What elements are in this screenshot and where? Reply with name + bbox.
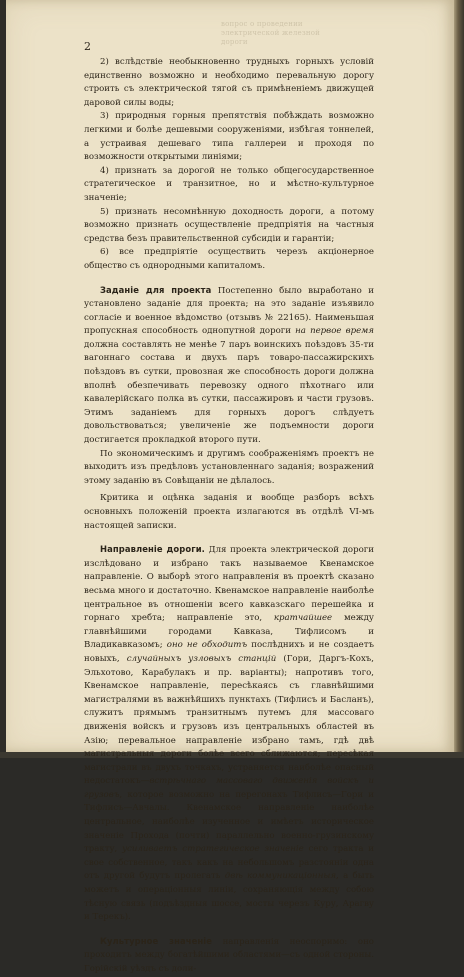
paragraph-10: [84, 935, 374, 977]
text-run: Для проекта электрической дороги изслѣдовано и избрано такъ называемое Квенамское направленіе. О выборѣ этого направленія въ проектѣ сказано весьма много и достаточно. Квенамское направленіе наиболѣе центральное въ отношеніи всего кавказскаго перешейка и горнаго хребта; направленіе это,: [84, 545, 374, 624]
paragraph-4: [84, 206, 374, 247]
bleed-through-text: вопрос о проведении электрической железной дороги: [221, 20, 321, 46]
page-number: 2: [84, 40, 91, 53]
text-run: 6) все предпріятіе осуществить черезъ акціонерное общество съ однородными капиталомъ.: [84, 247, 374, 271]
section-heading: Культурное значеніе: [100, 935, 212, 946]
text-run: должна составлять не менѣе 7 паръ воинскихъ поѣздовъ 35-ти вагоннаго состава и двухъ паръ товаро-пассажирскихъ поѣздовъ въ сутки, провозная же способность дороги должна вполнѣ обезпечивать перевозку одного пѣхотнаго или кавалерійскаго полка въ сутки, пассажировъ и части грузовъ. Этимъ заданіемъ для горныхъ дорогъ слѣдуетъ довольствоваться; увеличеніе же подъемности дороги достигается прокладкой второго пути.: [84, 339, 374, 446]
text-run: 4) признать за дорогой не только общегосударственное стратегическое и транзитное, но и мѣстно-культурное значеніе;: [84, 165, 374, 203]
text-run: сего тракта и свое собственное, такъ какъ на небольшомъ разстояніи одна отъ другой будутъ пролегать: [84, 844, 374, 882]
emphasis-text: усиливаетъ стратегическое значеніе: [122, 844, 304, 855]
emphasis-text: кратчайшее: [273, 613, 333, 624]
paragraph-7: [84, 448, 374, 489]
section-heading: Заданіе для проекта: [100, 284, 212, 295]
emphasis-text: встрѣчнаго массоваго движенія войскъ и грузовъ: [84, 776, 374, 800]
text-run: Постепенно было выработано и установлено заданіе для проекта; на это заданіе изъявило согласіе и военное вѣдомство (отзывъ № 22165). Наименьшая пропускная способность однопутной дороги: [84, 285, 374, 337]
emphasis-text: оно не обходитъ: [166, 640, 248, 651]
text-run: послѣднихъ и не создаетъ новыхъ,: [84, 640, 374, 664]
paragraph-8: [84, 492, 374, 533]
text-run: 5) признать несомнѣнную доходность дороги, а потому возможно признать осуществленіе предпріятія на частныя средства безъ правительственной субсидіи и гарантіи;: [84, 206, 374, 244]
paragraph-2: [84, 110, 374, 164]
text-run: (Гори, Даргъ-Кохъ, Эльхотово, Карабулакъ и пр. варіанты); напротивъ того, Квенамское направленіе, пересѣкаясь съ главнѣйшими магистралями въ важнѣйшихъ пунктахъ (Тифлисъ и Басланъ), служитъ прямымъ транзитнымъ путемъ для массоваго движенія войскъ и грузовъ изъ центральныхъ областей въ Азію; перевальное направленіе избрано тамъ, гдѣ двѣ магистральныя дороги болѣе всего сближаются; пересѣкая магистрали въ двухъ точкахъ, устраняется наиболѣе опасный недостатокъ—: [84, 653, 375, 787]
paragraph-1: [84, 56, 374, 110]
section-heading: Направленіе дороги.: [100, 544, 205, 555]
text-run: между главнѣйшими городами Кавказа, Тифлисомъ и Владикавказомъ;: [84, 613, 374, 651]
paragraph-6: [84, 284, 374, 448]
text-run: 3) природныя горныя препятствія побѣждать возможно легкими и болѣе дешевыми сооруженіями, избѣгая тоннелей, а устраивая дешеваго типа галлереи и проходя по возможности открытыми линіями;: [84, 111, 374, 163]
paragraph-9: [84, 543, 374, 925]
text-run: направленія неоспоримо: оно проходитъ между богатѣйшими областями—съ одной стороны. Горійскій уѣздъ съ доли-: [84, 936, 374, 974]
emphasis-text: случайныхъ узловыхъ станцій: [126, 653, 277, 664]
text-run: По экономическимъ и другимъ соображеніямъ проектъ не выходитъ изъ предѣловъ установленнаго заданія; возражений этому заданію въ Совѣщаніи не дѣлалось.: [84, 448, 374, 486]
paragraph-3: [84, 165, 374, 206]
text-run: , а быть можетъ и операціонныя линіи, сохраняющія между собою тѣсную связь (подъѣздныя шоссе, мосты черезъ Куру, Арагву и Терекъ).: [84, 871, 374, 923]
text-run: , которое возможно на перегонахъ Тифлисъ—Гори и Тифлисъ—Авчалы. Квенамское направленіе наиболѣе центральное, наиболѣе изученное и имѣетъ историческое значеніе Прохода (почти) параллельно военно-грузинскому тракту,: [84, 789, 374, 855]
emphasis-text: на первое время: [295, 326, 374, 337]
body-text: [84, 56, 374, 977]
book-binding-edge: [454, 0, 464, 758]
paragraph-5: [84, 246, 374, 273]
text-run: Критика и оцѣнка заданія и вообще разборъ всѣхъ основныхъ положеній проекта излагаются въ отдѣлѣ VI-мъ настоящей записки.: [84, 493, 374, 531]
text-run: 2) вслѣдствіе необыкновенно трудныхъ горныхъ условій единственно возможно и необходимо перевальную дорогу строить съ электрической тягой съ примѣненіемъ движущей даровой силы воды;: [84, 57, 374, 108]
emphasis-text: двѣ коммуникаціонныя: [224, 871, 337, 882]
